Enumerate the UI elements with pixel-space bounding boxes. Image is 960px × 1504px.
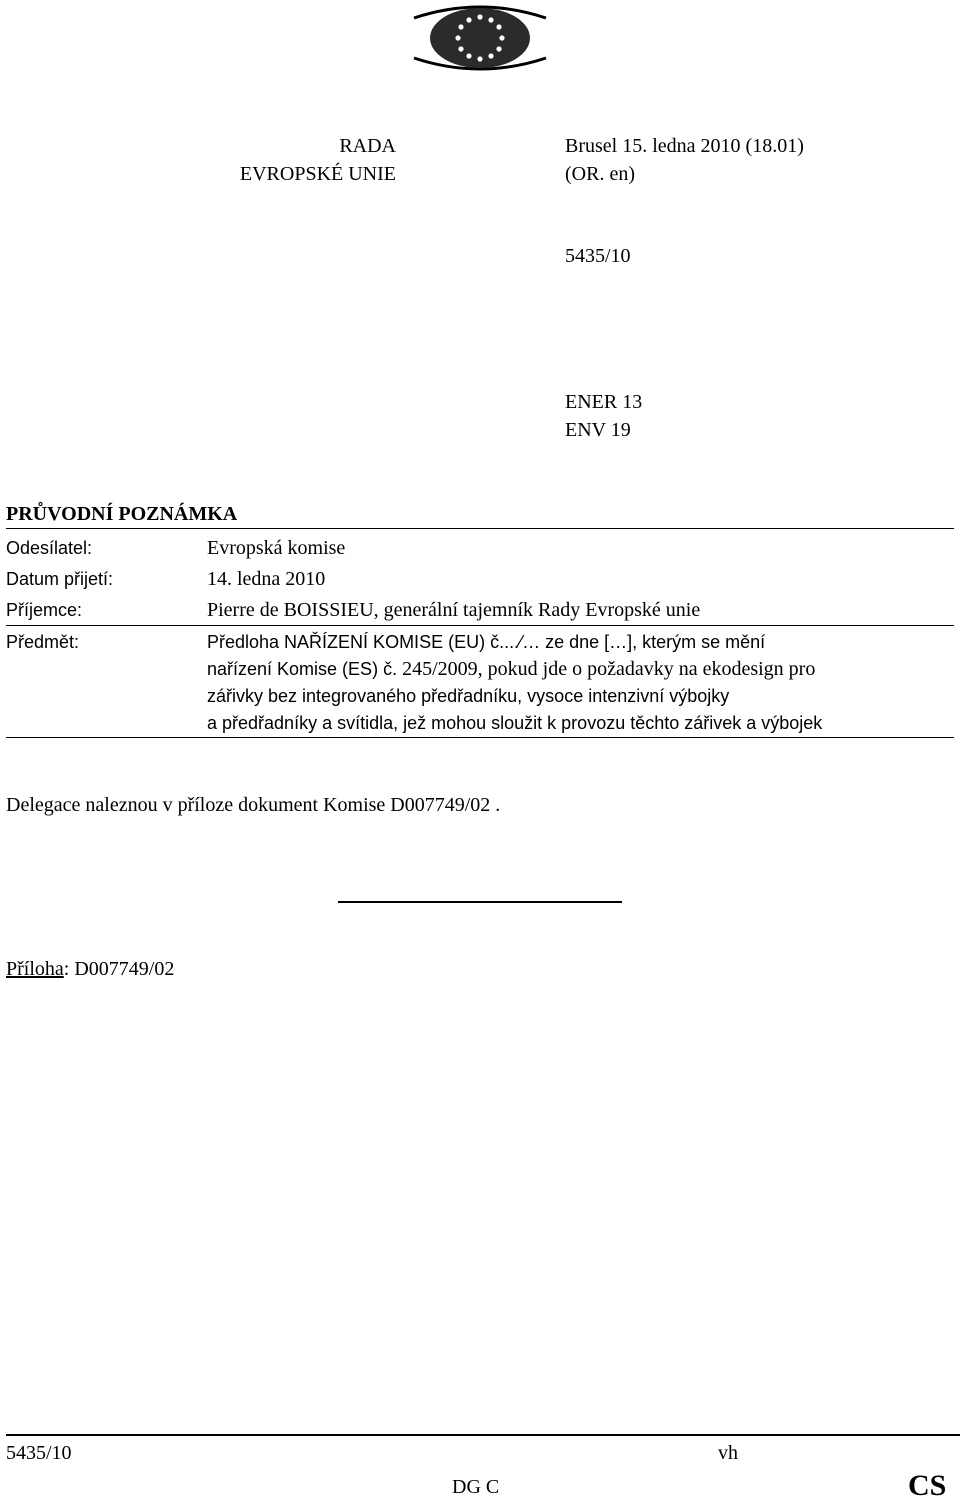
sender-label: Odesílatel: (6, 538, 93, 558)
org-name-line1: RADA (339, 135, 396, 157)
subject-line-1b: ...⁄… ze dne […], kterým se mění (504, 632, 766, 652)
subject-line-4: a předřadníky a svítidla, jež mohou sloužit k provozu těchto zářivek a výbojek (207, 713, 823, 733)
classification-code-ener: ENER 13 (565, 391, 643, 413)
footer-language-code: CS (908, 1469, 947, 1502)
separator-rule (338, 901, 622, 903)
date-received-label: Datum přijetí: (6, 569, 114, 589)
footer-dg: DG C (452, 1476, 500, 1498)
subject-line-2a: nařízení Komise (ES) č. (207, 659, 398, 679)
footer-initials: vh (718, 1442, 738, 1464)
recipient-rule (6, 625, 954, 626)
footer-doc-number: 5435/10 (6, 1442, 72, 1464)
subject-line-1 (207, 629, 955, 656)
subject-line-2 (207, 656, 955, 683)
recipient-label: Příjemce: (6, 600, 83, 620)
classification-code-env: ENV 19 (565, 419, 631, 441)
subject-line-1a: Předloha NAŘÍZENÍ KOMISE (EU) č. (207, 632, 505, 652)
body-text: Delegace naleznou v příloze dokument Komise D007749/02 . (6, 794, 501, 816)
subject-rule (6, 737, 954, 738)
subject-value (207, 629, 955, 737)
date-line: Brusel 15. ledna 2010 (18.01) (565, 135, 804, 157)
title-rule (6, 528, 954, 529)
document-number: 5435/10 (565, 245, 631, 267)
original-language: (OR. en) (565, 163, 635, 185)
subject-line-2b: 245/2009, pokud jde o požadavky na ekodesign pro (397, 658, 816, 680)
annex-value: : D007749/02 (63, 958, 175, 980)
org-name-line2: EVROPSKÉ UNIE (239, 163, 396, 185)
annex-label: Příloha (6, 958, 64, 980)
footer-rule (6, 1434, 960, 1436)
sender-value: Evropská komise (207, 537, 346, 559)
date-received-value: 14. ledna 2010 (207, 568, 326, 590)
subject-label: Předmět: (6, 632, 80, 652)
eu-emblem-logo (410, 2, 550, 74)
annex-line (6, 958, 174, 981)
recipient-value: Pierre de BOISSIEU, generální tajemník Rady Evropské unie (207, 599, 701, 621)
subject-line-3: zářivky bez integrovaného předřadníku, vysoce intenzivní výbojky (207, 686, 730, 706)
note-title: PRŮVODNÍ POZNÁMKA (6, 503, 238, 525)
